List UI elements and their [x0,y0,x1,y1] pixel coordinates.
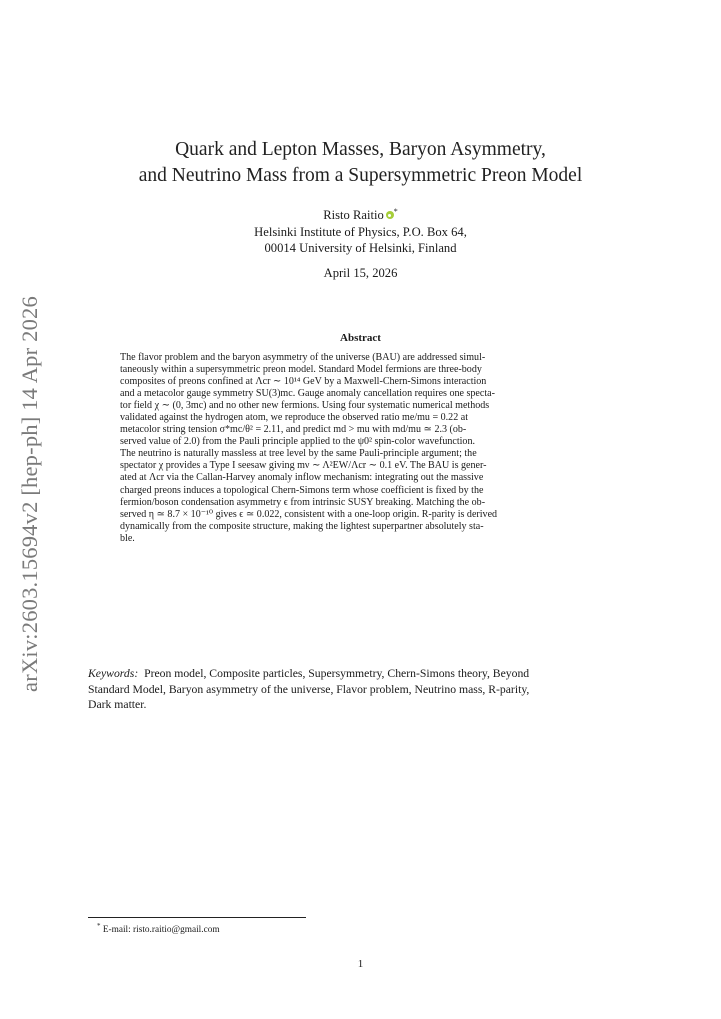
keywords-line-2: Standard Model, Baryon asymmetry of the universe, Flavor problem, Neutrino mass, R-parity, [88,682,530,696]
affiliation-line-2: 00014 University of Helsinki, Finland [264,241,457,256]
keywords-line-1 [88,666,636,682]
orcid-icon[interactable] [386,211,394,219]
author-name: Risto Raitio [323,208,384,223]
abstract-line: served η ≃ 8.7 × 10⁻¹⁰ gives ϵ ≃ 0.022, consistent with a one-loop origin. R-parity is derived [120,508,498,520]
abstract-line: The flavor problem and the baryon asymmetry of the universe (BAU) are addressed simul- [120,352,486,363]
author-line [0,204,721,224]
page-number: 1 [357,958,364,970]
title-line-1: Quark and Lepton Masses, Baryon Asymmetry, [175,139,546,160]
title-line-2: and Neutrino Mass from a Supersymmetric Preon Model [138,165,583,186]
arxiv-identifier-stamp: arXiv:2603.15694v2 [hep-ph] 14 Apr 2026 [17,296,42,692]
abstract-line: ated at Λcr via the Callan-Harvey anomaly inflow mechanism: integrating out the massive [120,472,484,484]
keywords-text-1: Preon model, Composite particles, Supersymmetry, Chern-Simons theory, Beyond [144,667,530,680]
abstract-line: taneously within a supersymmetric preon model. Standard Model fermions are three-body [120,364,482,376]
keywords-block [88,666,636,713]
footnote-divider [88,917,306,918]
author-block [0,204,721,257]
footnote [97,922,220,935]
abstract-line: fermion/boson condensation asymmetry ϵ from intrinsic SUSY breaking. Matching the ob- [120,496,486,508]
abstract-line: spectator χ provides a Type I seesaw giving mν ∼ Λ²EW/Λcr ∼ 0.1 eV. The BAU is gener- [120,460,487,472]
keywords-label: Keywords: [88,667,139,680]
footnote-mark: * [97,922,101,930]
abstract-heading: Abstract [340,332,381,344]
footnote-email[interactable]: E-mail: risto.raitio@gmail.com [102,925,220,936]
keywords-line-3: Dark matter. [88,698,147,712]
affiliation-line-1: Helsinki Institute of Physics, P.O. Box 64, [254,224,467,239]
abstract-line: metacolor string tension σ*mc/θ² = 2.11, and predict md > mu with md/mu ≃ 2.3 (ob- [120,424,467,436]
abstract-body [120,352,601,545]
paper-date: April 15, 2026 [323,266,398,280]
abstract-line: and a metacolor gauge symmetry SU(3)mc. Gauge anomaly cancellation requires one specta- [120,388,495,400]
abstract-line: composites of preons confined at Λcr ∼ 10¹⁴ GeV by a Maxwell-Chern-Simons interaction [120,376,487,388]
abstract-line: dynamically from the composite structure, making the lightest superpartner absolutely sta- [120,520,484,532]
paper-title [0,137,721,189]
abstract-line: tor field χ ∼ (0, 3mc) and no other new fermions. Using four systematic numerical methods [120,400,490,412]
abstract-line: The neutrino is naturally massless at tree level by the same Pauli-principle argument; the [120,448,477,460]
abstract-line: charged preons induces a topological Chern-Simons term whose coefficient is fixed by the [120,484,484,496]
abstract-line: validated against the hydrogen atom, we reproduce the observed ratio me/mu = 0.22 at [120,412,468,424]
abstract-line: served value of 2.0) from the Pauli principle applied to the ψ0² spin-color wavefunction. [120,436,475,448]
abstract-line: ble. [120,532,135,544]
author-footnote-mark: * [393,207,398,216]
